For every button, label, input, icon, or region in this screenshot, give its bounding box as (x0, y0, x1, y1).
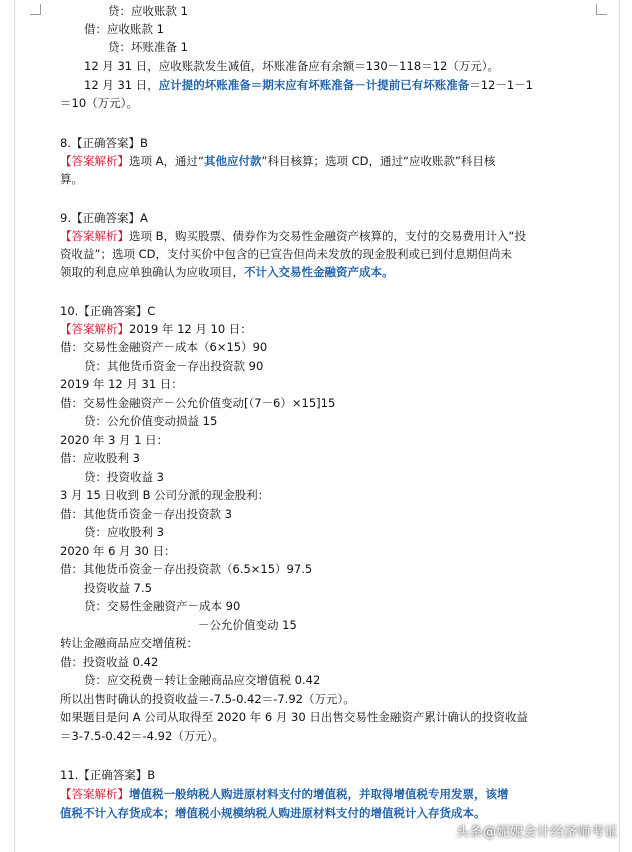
text-line (84, 524, 164, 540)
text-span: 12 月 31 日，应收账款发生减值，坏账准备应有余额＝130－118＝12（万元）。 (84, 59, 500, 73)
text-span: 借：交易性金融资产－公允价值变动[（7－6）×15]15 (60, 396, 336, 410)
answer-analysis-label: 【答案解析】 (60, 787, 129, 801)
text-line (108, 39, 188, 55)
text-line (60, 506, 232, 522)
text-line (60, 709, 528, 725)
text-span: 贷：其他货币资金－存出投资款 90 (84, 359, 264, 373)
text-line (60, 339, 267, 355)
text-line (84, 580, 152, 596)
text-line (60, 303, 155, 319)
margin-corner-mark (596, 4, 607, 15)
text-line (84, 21, 164, 37)
highlighted-text: 应计提的坏账准备＝期末应有坏账准备－计提前已有坏账准备 (158, 78, 470, 92)
text-line (60, 767, 155, 783)
text-line (60, 395, 335, 411)
text-span: 10.【正确答案】C (60, 304, 156, 318)
text-line (60, 543, 176, 559)
highlighted-text: 不计入交易性金融资产成本。 (244, 265, 394, 279)
highlighted-text: 其他应付款 (203, 154, 262, 168)
text-span: 3 月 15 日收到 B 公司分派的现金股利： (60, 488, 270, 502)
text-line (84, 672, 320, 688)
text-line (108, 3, 188, 19)
text-line (84, 598, 240, 614)
text-span: 如果题目是问 A 公司从取得至 2020 年 6 月 30 日出售交易性金融资产累计确认的投资收益 (60, 710, 528, 724)
text-line (60, 171, 83, 187)
text-span: 贷：公允价值变动损益 15 (84, 414, 218, 428)
text-line (60, 635, 198, 651)
text-span: 贷：应收股利 3 (84, 525, 164, 539)
text-line (60, 228, 526, 244)
text-span: 2019 年 12 月 31 日： (60, 377, 183, 391)
text-span: －公允价值变动 15 (198, 618, 297, 632)
text-line (60, 487, 269, 503)
text-span: 贷：坏账准备 1 (108, 40, 188, 54)
text-span: 2019 年 12 月 10 日： (129, 322, 252, 336)
text-span: 贷：应交税费－转让金融商品应交增值税 0.42 (84, 673, 321, 687)
text-line (60, 135, 148, 151)
highlighted-text: 值税不计入存货成本；增值税小规模纳税人购进原材料支付的增值税计入存货成本。 (60, 806, 486, 820)
text-span: ＝10（万元）。 (60, 96, 138, 110)
text-span: 贷：交易性金融资产－成本 90 (84, 599, 241, 613)
watermark: 头条@妮妮会计经济师考证 (455, 825, 618, 840)
answer-analysis-label: 【答案解析】 (60, 154, 129, 168)
text-line (60, 691, 355, 707)
text-line (60, 654, 158, 670)
text-line (60, 210, 148, 226)
text-line (84, 77, 533, 93)
text-span: 8.【正确答案】B (60, 136, 148, 150)
text-span: ”科目核算；选项 CD，通过“应收账款”科目核 (261, 154, 496, 168)
text-line (60, 246, 512, 262)
text-span: 投资收益 7.5 (84, 581, 152, 595)
text-line (60, 786, 509, 802)
text-span: 资收益”；选项 CD，支付买价中包含的已宣告但尚未发放的现金股利或已到付息期但尚未 (60, 247, 512, 261)
text-span: 2020 年 6 月 30 日： (60, 544, 176, 558)
text-span: ＝12－1－1 (469, 78, 534, 92)
text-line (60, 321, 252, 337)
answer-analysis-label: 【答案解析】 (60, 229, 129, 243)
text-span: 借：其他货币资金－存出投资款 3 (60, 507, 232, 521)
text-span: 借：其他货币资金－存出投资款（6.5×15）97.5 (60, 562, 313, 576)
text-span: 贷：投资收益 3 (84, 470, 164, 484)
text-span: 领取的利息应单独确认为应收项目， (60, 265, 244, 279)
text-span: 贷：应收账款 1 (108, 4, 188, 18)
text-line (60, 376, 183, 392)
text-line (84, 413, 217, 429)
text-line (60, 728, 224, 744)
text-line (84, 358, 263, 374)
text-span: 9.【正确答案】A (60, 211, 148, 225)
answer-analysis-label: 【答案解析】 (60, 322, 129, 336)
text-span: 借：投资收益 0.42 (60, 655, 159, 669)
text-span: 2020 年 3 月 1 日： (60, 433, 169, 447)
text-span: 转让金融商品应交增值税： (60, 636, 198, 650)
margin-corner-mark (30, 4, 41, 15)
text-span: 选项 B，购买股票、债券作为交易性金融资产核算的，支付的交易费用计入“投 (129, 229, 526, 243)
text-span: 12 月 31 日， (84, 78, 159, 92)
text-span: 所以出售时确认的投资收益＝-7.5-0.42＝-7.92（万元）。 (60, 692, 355, 706)
text-line (84, 58, 499, 74)
text-span: 算。 (60, 172, 83, 186)
text-span: ＝3-7.5-0.42＝-4.92（万元）。 (60, 729, 225, 743)
text-line (198, 617, 297, 633)
highlighted-text: 增值税一般纳税人购进原材料支付的增值税，并取得增值税专用发票，该增 (129, 787, 509, 801)
text-span: 选项 A，通过“ (129, 154, 204, 168)
text-span: 借：应收账款 1 (84, 22, 164, 36)
text-line (60, 561, 312, 577)
text-line (60, 432, 168, 448)
text-span: 11.【正确答案】B (60, 768, 156, 782)
text-line (60, 95, 138, 111)
text-line (60, 805, 486, 821)
text-span: 借：交易性金融资产－成本（6×15）90 (60, 340, 268, 354)
text-span: 借：应收股利 3 (60, 451, 140, 465)
text-line (60, 450, 140, 466)
text-line (60, 153, 495, 169)
text-line (84, 469, 164, 485)
text-line (60, 264, 394, 280)
